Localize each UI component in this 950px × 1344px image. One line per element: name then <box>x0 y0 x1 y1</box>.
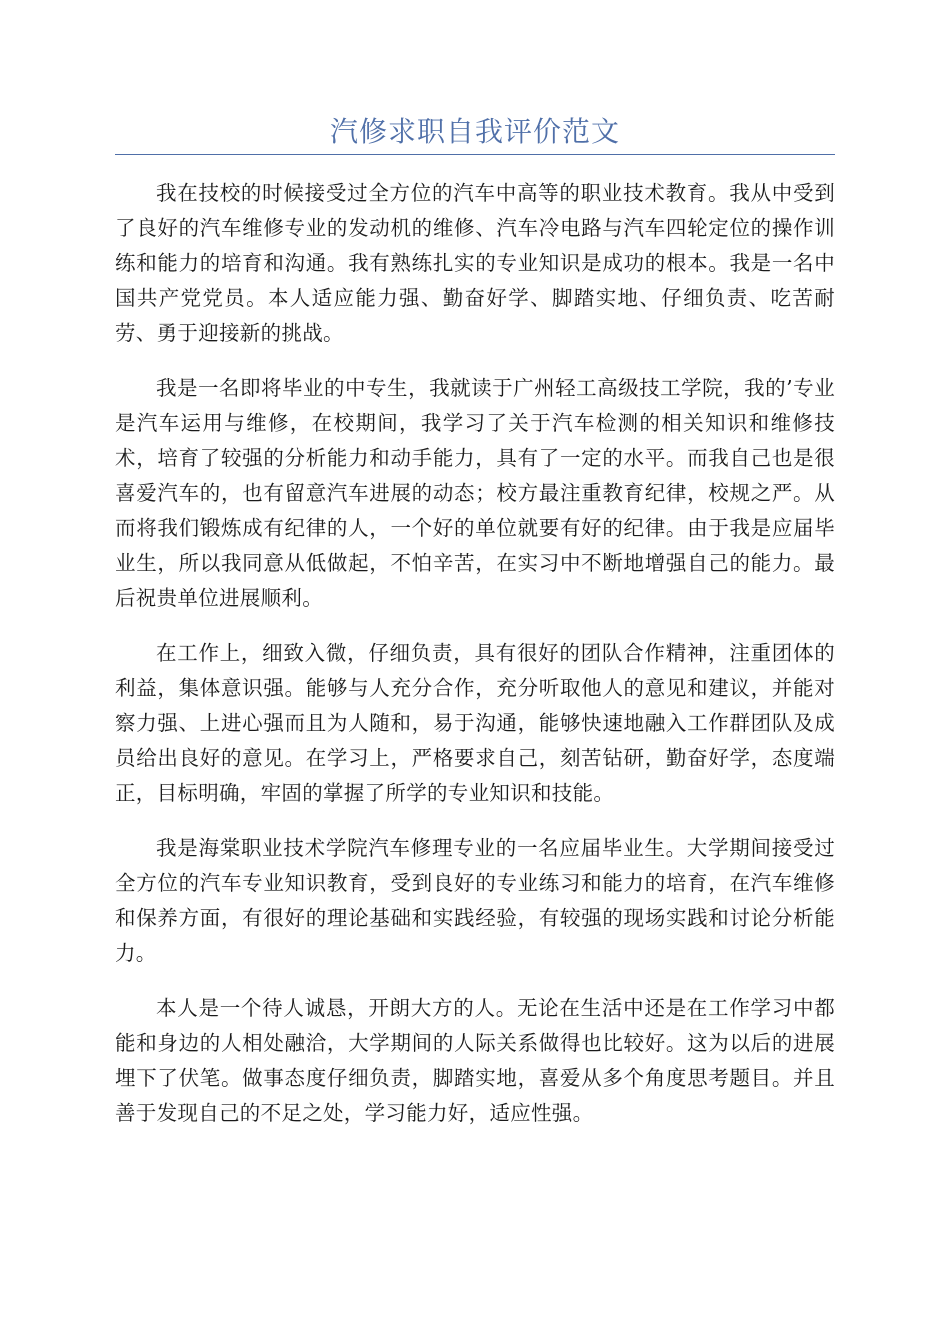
title-underline <box>115 154 835 155</box>
paragraph-5: 本人是一个待人诚恳，开朗大方的人。无论在生活中还是在工作学习中都能和身边的人相处融洽，大学期间的人际关系做得也比较好。这为以后的进展埋下了伏笔。做事态度仔细负责，脚踏实地，喜爱从多个角度思考题目。并且善于发现自己的不足之处，学习能力好，适应性强。 <box>115 996 835 1125</box>
paragraph-1: 我在技校的时候接受过全方位的汽车中高等的职业技术教育。我从中受到了良好的汽车维修专业的发动机的维修、汽车冷电路与汽车四轮定位的操作训练和能力的培育和沟通。我有熟练扎实的专业知识是成功的根本。我是一名中国共产党党员。本人适应能力强、勤奋好学、脚踏实地、仔细负责、吃苦耐劳、勇于迎接新的挑战。 <box>115 181 835 345</box>
paragraph-4: 我是海棠职业技术学院汽车修理专业的一名应届毕业生。大学期间接受过全方位的汽车专业知识教育，受到良好的专业练习和能力的培育，在汽车维修和保养方面，有很好的理论基础和实践经验，有较强的现场实践和讨论分析能力。 <box>115 836 835 965</box>
paragraph-3: 在工作上，细致入微，仔细负责，具有很好的团队合作精神，注重团体的利益，集体意识强。能够与人充分合作，充分听取他人的意见和建议，并能对察力强、上进心强而且为人随和，易于沟通，能够快速地融入工作群团队及成员给出良好的意见。在学习上，严格要求自己，刻苦钻研，勤奋好学，态度端正，目标明确，牢固的掌握了所学的专业知识和技能。 <box>115 641 835 805</box>
document-body <box>115 176 835 1151</box>
document-title: 汽修求职自我评价范文 <box>329 115 620 148</box>
paragraph-2: 我是一名即将毕业的中专生，我就读于广州轻工高级技工学院，我的’专业是汽车运用与维修，在校期间，我学习了关于汽车检测的相关知识和维修技术，培育了较强的分析能力和动手能力，具有了一定的水平。而我自己也是很喜爱汽车的，也有留意汽车进展的动态；校方最注重教育纪律，校规之严。从而将我们锻炼成有纪律的人，一个好的单位就要有好的纪律。由于我是应届毕业生，所以我同意从低做起，不怕辛苦，在实习中不断地增强自己的能力。最后祝贵单位进展顺利。 <box>115 376 835 610</box>
